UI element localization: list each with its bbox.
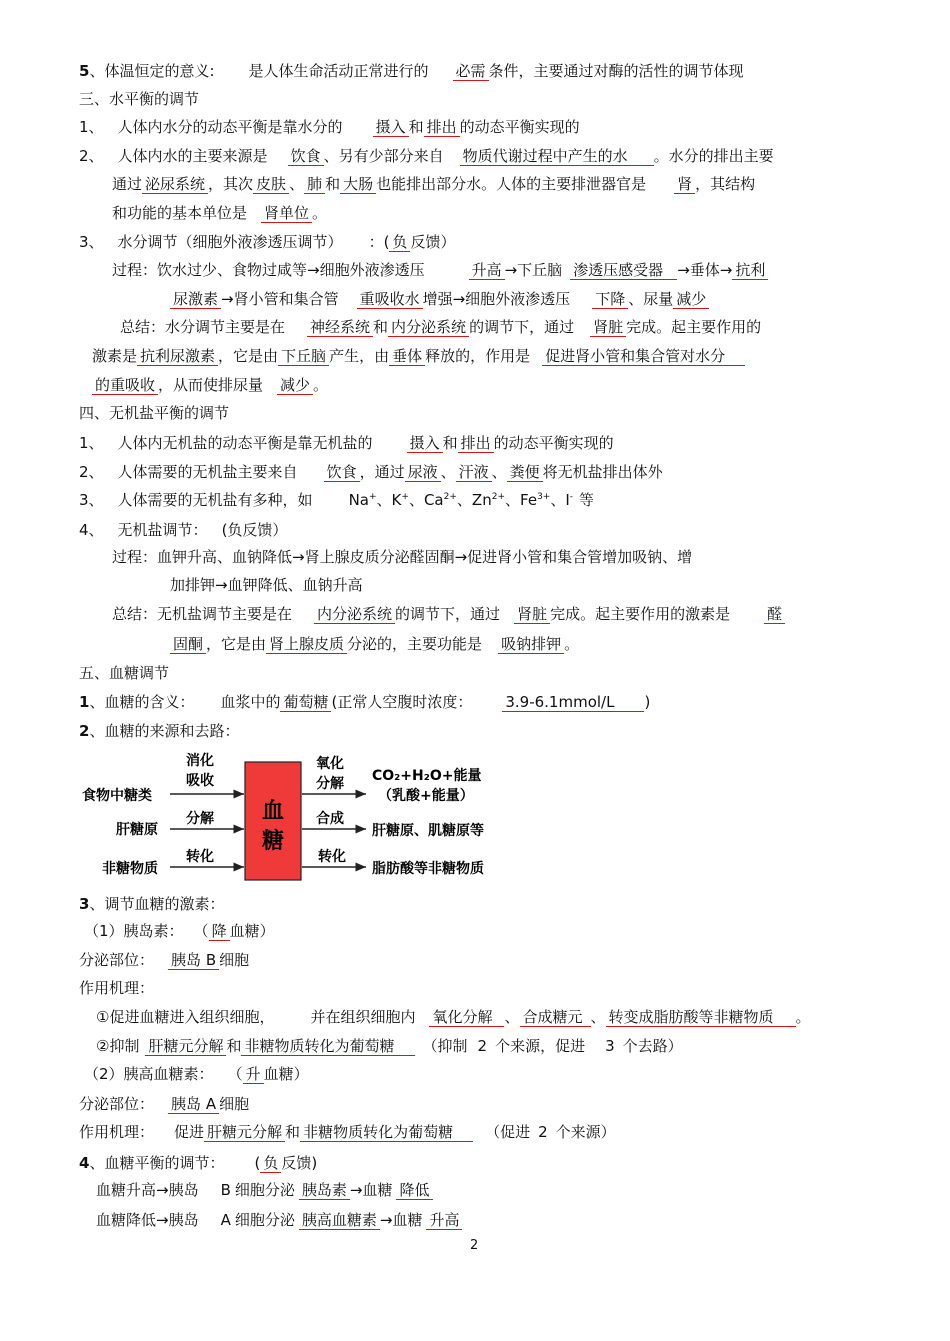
item-number: 5 — [79, 62, 90, 80]
line-m4 — [79, 520, 287, 540]
fill-blank: 负 — [389, 233, 410, 252]
item-number: 4、 — [79, 521, 104, 539]
line-w3-s3 — [92, 375, 328, 395]
text: 增强→细胞外液渗透压 — [422, 290, 571, 308]
text: ：( — [368, 233, 390, 251]
dest-lactic-energy: （乳酸+能量） — [378, 788, 474, 804]
text: 完成。起主要作用的激素是 — [550, 605, 731, 623]
text: B — [220, 1181, 231, 1199]
fill-blank: 减少 — [673, 290, 709, 309]
fill-blank: 降 — [209, 922, 230, 941]
ion-i: I — [565, 491, 570, 509]
source-food-sugar: 食物中糖类 — [82, 788, 152, 804]
text: 释放的，作用是 — [425, 347, 531, 365]
text: 人体需要的无机盐有多种，如 — [117, 491, 313, 509]
ion-k: K — [391, 491, 402, 509]
text: 人体需要的无机盐主要来自 — [117, 463, 298, 481]
page-number: 2 — [470, 1238, 479, 1253]
text: 。 — [312, 204, 328, 222]
text: 个去路） — [622, 1037, 683, 1055]
text: 分泌部位： — [79, 1095, 155, 1113]
fill-blank: 泌尿系统 — [142, 175, 208, 194]
fill-blank: 摄入 — [373, 118, 409, 137]
text: 。 — [795, 1008, 811, 1026]
line-w1 — [79, 117, 580, 137]
text: 条件，主要通过对酶的活性的调节体现 — [488, 62, 744, 80]
text: 是人体生命活动正常进行的 — [248, 62, 429, 80]
label-absorb: 吸收 — [186, 773, 214, 789]
text: 血糖降低→胰岛 — [96, 1211, 199, 1229]
text: 、 — [590, 1008, 606, 1026]
line-glucagon-mech — [79, 1122, 616, 1142]
fill-blank: 非糖物质转化为葡萄糖 — [300, 1123, 473, 1142]
line-insulin-mech2 — [96, 1036, 683, 1056]
item-number: 1 — [79, 693, 90, 711]
fill-blank: 抗利 — [732, 261, 768, 280]
text: 人体内水的主要来源是 — [117, 147, 268, 165]
line-s5 — [79, 61, 744, 81]
item-number: 3、 — [79, 233, 104, 251]
text: 。 — [313, 376, 329, 394]
text: 和 — [442, 434, 458, 452]
section-heading: 五、血糖调节 — [79, 664, 170, 682]
line-w2b — [112, 174, 755, 194]
text: 总结：水分调节主要是在 — [120, 318, 286, 336]
item-number: 1、 — [79, 434, 104, 452]
fill-blank: 神经系统 — [307, 318, 373, 337]
line-w2c — [112, 203, 327, 223]
text: 、血糖的含义： — [89, 693, 195, 711]
ion-fe: Fe — [520, 491, 538, 509]
text: （抑制 — [422, 1037, 468, 1055]
item-number: 1、 — [79, 118, 104, 136]
text: 胰岛 — [171, 1095, 202, 1113]
text: 的调节下，通过 — [469, 318, 575, 336]
text: 等 — [579, 491, 595, 509]
label-decompose-2: 分解 — [316, 776, 344, 792]
sep: 、 — [505, 491, 521, 509]
fill-blank: 大肠 — [340, 175, 376, 194]
text: 和 — [285, 1123, 301, 1141]
line-g4-r2 — [96, 1210, 462, 1230]
fill-blank: 降低 — [396, 1181, 432, 1200]
fill-blank: 胰高血糖素 — [299, 1211, 380, 1230]
text: （1）胰岛素： — [84, 922, 184, 940]
fill-blank: 尿液 — [405, 463, 441, 482]
fill-blank: 肝糖元分解 — [204, 1123, 285, 1142]
text: 和 — [325, 175, 341, 193]
line-g1 — [79, 692, 650, 712]
fill-blank: 排出 — [458, 434, 494, 453]
text: →血糖 — [379, 1211, 423, 1229]
fill-blank: 尿激素 — [170, 290, 221, 309]
text: ，其结构 — [695, 175, 756, 193]
text: ①促进血糖进入组织细胞， — [96, 1008, 275, 1026]
text: 反馈) — [281, 1154, 318, 1172]
item-number: 2 — [79, 722, 90, 740]
text: 2 — [538, 1123, 548, 1141]
line-m3 — [79, 490, 594, 510]
fill-blank: 升 — [243, 1065, 264, 1084]
label-synthesize: 合成 — [316, 811, 344, 827]
blood-label-1: 血 — [261, 799, 285, 824]
text: 、 — [440, 463, 456, 481]
text: 分泌部位： — [79, 951, 155, 969]
text: 血浆中的 — [220, 693, 281, 711]
fill-blank: 氧化分解 — [429, 1008, 504, 1027]
line-m4-p1: 过程：血钾升高、血钠降低→肾上腺皮质分泌醛固酮→促进肾小管和集合管增加吸钠、增 — [112, 548, 693, 566]
line-insulin — [84, 921, 275, 941]
text: 人体内水分的动态平衡是靠水分的 — [117, 118, 343, 136]
fill-blank: 肾脏 — [514, 605, 550, 624]
text: →下丘脑 — [504, 261, 563, 279]
text: 2 — [477, 1037, 488, 1055]
fill-blank: 肾脏 — [590, 318, 626, 337]
fill-blank: 粪便 — [507, 463, 543, 482]
text: 。水分的排出主要 — [653, 147, 774, 165]
sep: 、 — [408, 491, 424, 509]
text: 细胞分泌 — [234, 1181, 295, 1199]
text: 水分调节（细胞外液渗透压调节） — [117, 233, 343, 251]
fill-blank: 胰岛素 — [299, 1181, 350, 1200]
text: 、调节血糖的激素： — [89, 895, 225, 913]
line-glucagon-site — [79, 1094, 249, 1114]
text: 分泌的，主要功能是 — [347, 635, 483, 653]
text: 产生，由 — [329, 347, 390, 365]
text: 无机盐调节： — [117, 521, 208, 539]
dest-glycogen: 肝糖原、肌糖原等 — [372, 823, 484, 839]
line-insulin-mech: 作用机理： — [79, 979, 155, 997]
fill-blank: 肺 — [304, 175, 325, 194]
text: 个来源，促进 — [495, 1037, 586, 1055]
line-m2 — [79, 462, 663, 482]
fill-blank: 的重吸收 — [92, 376, 158, 395]
charge: 2+ — [443, 492, 457, 502]
text: (正常人空腹时浓度： — [331, 693, 473, 711]
ion-na: Na — [348, 491, 369, 509]
line-m4-s1 — [112, 604, 785, 624]
ion-zn: Zn — [471, 491, 492, 509]
text: 反馈） — [410, 233, 456, 251]
text: (负反馈） — [221, 521, 288, 539]
line-w3-p1 — [112, 260, 768, 280]
blood-label-2: 糖 — [261, 829, 285, 854]
line-w2a — [79, 146, 774, 166]
charge: 2+ — [491, 492, 505, 502]
line-w3-p2 — [170, 289, 709, 309]
fill-blank: 肝糖元分解 — [145, 1037, 226, 1056]
fill-blank: 合成糖元 — [520, 1008, 591, 1027]
fill-blank: 排出 — [424, 118, 460, 137]
line-g3 — [79, 894, 224, 914]
text: 的动态平衡实现的 — [493, 434, 614, 452]
text: 和 — [226, 1037, 242, 1055]
fill-blank: 升高 — [426, 1211, 462, 1230]
fill-blank: 内分泌系统 — [314, 605, 395, 624]
fill-blank: 3.9-6.1mmol/L — [502, 693, 644, 712]
text: ( — [254, 1154, 261, 1172]
text: 和功能的基本单位是 — [112, 204, 248, 222]
text: 总结：无机盐调节主要是在 — [112, 605, 293, 623]
item-number: 2、 — [79, 463, 104, 481]
line-w3 — [79, 232, 455, 252]
line-g4-r1 — [96, 1180, 433, 1200]
sep: 、 — [456, 491, 472, 509]
text: 的动态平衡实现的 — [459, 118, 580, 136]
text: 激素是 — [92, 347, 138, 365]
fill-blank: 葡萄糖 — [280, 693, 331, 712]
fill-blank: 饮食 — [288, 147, 324, 166]
item-number: 3 — [79, 895, 90, 913]
label-convert-2: 转化 — [318, 849, 346, 865]
text: →肾小管和集合管 — [221, 290, 339, 308]
text: 完成。起主要作用的 — [626, 318, 762, 336]
text: 、血糖的来源和去路： — [89, 722, 240, 740]
fill-blank: 下丘脑 — [278, 347, 329, 366]
blood-glucose-diagram — [78, 748, 548, 883]
text: 。 — [564, 635, 580, 653]
source-liver-glycogen: 肝糖原 — [116, 822, 158, 838]
fill-blank: 固酮 — [170, 635, 206, 654]
fill-blank: 物质代谢过程中产生的水 — [460, 147, 654, 166]
fill-blank — [168, 951, 219, 970]
section-heading: 三、水平衡的调节 — [79, 90, 200, 108]
sep: 、 — [376, 491, 392, 509]
fill-blank: 下降 — [592, 290, 628, 309]
line-m1 — [79, 433, 614, 453]
text: B — [205, 951, 217, 969]
text: （2）胰高血糖素： — [84, 1065, 214, 1083]
text: 血糖） — [263, 1065, 309, 1083]
text: ②抑制 — [96, 1037, 140, 1055]
text: 作用机理： — [79, 1123, 155, 1141]
fill-blank: 肾 — [674, 175, 695, 194]
text: 、 — [289, 175, 305, 193]
text: 的调节下，通过 — [395, 605, 501, 623]
text: 胰岛 — [171, 951, 202, 969]
charge: + — [368, 492, 377, 502]
fill-blank: 负 — [260, 1154, 281, 1173]
text: 、尿量 — [628, 290, 674, 308]
text: （促进 — [485, 1123, 531, 1141]
line-m4-p2: 加排钾→血钾降低、血钠升高 — [170, 576, 363, 594]
line-insulin-mech1 — [96, 1007, 811, 1027]
text: 并在组织细胞内 — [310, 1008, 416, 1026]
text: A — [220, 1211, 231, 1229]
line-g2 — [79, 721, 239, 741]
text: 细胞 — [219, 951, 250, 969]
line-m4-s2 — [170, 634, 579, 654]
item-number: 3、 — [79, 491, 104, 509]
fill-blank: 促进肾小管和集合管对水分 — [542, 347, 745, 366]
fill-blank: 垂体 — [389, 347, 425, 366]
text: 人体内无机盐的动态平衡是靠无机盐的 — [117, 434, 373, 452]
text: ，其次 — [208, 175, 254, 193]
dest-co2-water-energy: CO₂+H₂O+能量 — [372, 768, 482, 784]
text: 、血糖平衡的调节： — [89, 1154, 225, 1172]
fill-blank: 内分泌系统 — [388, 318, 469, 337]
text: 通过 — [112, 175, 143, 193]
text: 血糖升高→胰岛 — [96, 1181, 199, 1199]
charge: 3+ — [537, 492, 551, 502]
text: 将无机盐排出体外 — [542, 463, 663, 481]
source-non-sugar: 非糖物质 — [102, 861, 158, 877]
fill-blank: 醛 — [764, 605, 785, 624]
line-glucagon — [84, 1064, 309, 1084]
line-insulin-site — [79, 950, 249, 970]
text: 和 — [408, 118, 424, 136]
fill-blank: 皮肤 — [253, 175, 289, 194]
text: （ — [193, 922, 209, 940]
text: （ — [227, 1065, 243, 1083]
section-heading: 四、无机盐平衡的调节 — [79, 404, 230, 422]
text: ，通过 — [359, 463, 405, 481]
text: 和 — [373, 318, 389, 336]
text: A — [205, 1095, 217, 1113]
text: →血糖 — [349, 1181, 393, 1199]
text: 促进 — [174, 1123, 205, 1141]
text: 细胞分泌 — [234, 1211, 295, 1229]
fill-blank: 肾上腺皮质 — [266, 635, 347, 654]
text: 过程：饮水过少、食物过咸等→细胞外液渗透压 — [112, 261, 425, 279]
fill-blank: 转变成脂肪酸等非糖物质 — [606, 1008, 796, 1027]
text: 也能排出部分水。人体的主要排泄器官是 — [376, 175, 647, 193]
item-number: 2、 — [79, 147, 104, 165]
fill-blank: 抗利尿激素 — [137, 347, 218, 366]
fill-blank: 饮食 — [324, 463, 360, 482]
text: 个来源） — [555, 1123, 616, 1141]
text: 、 — [504, 1008, 520, 1026]
fill-blank: 吸钠排钾 — [498, 635, 564, 654]
fill-blank — [168, 1095, 219, 1114]
fill-blank: 非糖物质转化为葡萄糖 — [241, 1037, 414, 1056]
text: ) — [644, 693, 651, 711]
charge: + — [401, 492, 409, 502]
label-decompose: 分解 — [186, 811, 214, 827]
fill-blank: 渗透压感受器 — [570, 261, 677, 280]
text: 细胞 — [219, 1095, 250, 1113]
charge: - — [569, 492, 574, 502]
text: 3 — [605, 1037, 615, 1055]
fill-blank: 减少 — [277, 376, 313, 395]
dest-fatty-acid: 脂肪酸等非糖物质 — [372, 861, 484, 877]
text: →垂体→ — [677, 261, 733, 279]
text: 、另有少部分来自 — [323, 147, 444, 165]
line-w3-s2 — [92, 346, 745, 366]
text: 血糖） — [229, 922, 275, 940]
text: 、 — [491, 463, 507, 481]
line-w3-s1 — [120, 317, 761, 337]
fill-blank: 重吸收水 — [357, 290, 423, 309]
fill-blank: 升高 — [469, 261, 505, 280]
ion-ca: Ca — [423, 491, 444, 509]
text: ，它是由 — [206, 635, 267, 653]
fill-blank: 摄入 — [407, 434, 443, 453]
item-number: 4 — [79, 1154, 90, 1172]
label-convert: 转化 — [186, 849, 214, 865]
fill-blank: 肾单位 — [261, 204, 312, 223]
text: ，从而使排尿量 — [158, 376, 264, 394]
text: 、体温恒定的意义: — [89, 62, 215, 80]
fill-blank: 汗液 — [456, 463, 492, 482]
label-digest: 消化 — [186, 753, 214, 769]
line-g4 — [79, 1153, 317, 1173]
sep: 、 — [550, 491, 566, 509]
label-oxidize: 氧化 — [316, 756, 344, 772]
text: ，它是由 — [218, 347, 279, 365]
fill-blank: 必需 — [453, 62, 489, 81]
